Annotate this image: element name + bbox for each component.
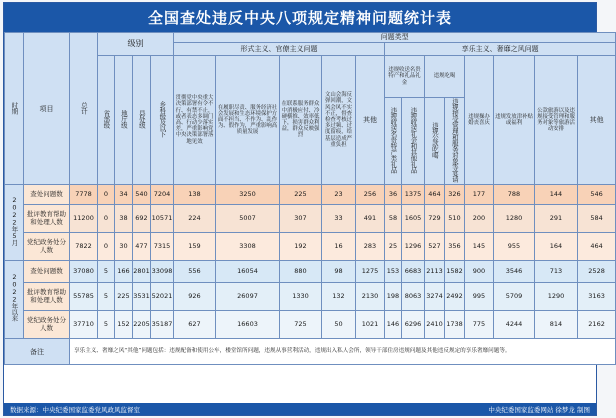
cell: 926 — [174, 283, 216, 311]
cell: 225 — [115, 283, 133, 311]
cell: 200 — [465, 205, 494, 233]
cell: 5007 — [216, 205, 280, 233]
cell: 0 — [98, 233, 115, 261]
header-formalism-group: 形式主义、官僚主义问题 — [174, 43, 385, 56]
header-dining-public: 违规公款吃喝 — [425, 98, 445, 185]
header-formalism-col-4: 文山会海反弹回潮，文风会风不实不正，督查检查考核过多过频、过度留痕，给基层造成严重负担 — [322, 56, 356, 185]
cell: 52021 — [151, 283, 174, 311]
cell: 3546 — [494, 261, 535, 283]
cell: 1296 — [402, 233, 425, 261]
cell: 50 — [322, 311, 356, 339]
header-level-prefecture: 地厅级 — [115, 56, 133, 185]
cell: 3308 — [216, 233, 280, 261]
cell: 7822 — [70, 233, 98, 261]
cell: 1605 — [402, 205, 425, 233]
period-since-2022: 2022年以来 — [5, 261, 24, 339]
header-formalism-col-2: 在履职尽责、服务经济社会发展和生态环境保护方面不担当、不作为、乱作为、假作为，严重影响高质量发展 — [216, 56, 280, 185]
data-source: 数据来源：中央纪委国家监委党风政风监督室 — [10, 405, 140, 414]
cell: 510 — [445, 205, 465, 233]
cell: 153 — [385, 261, 402, 283]
table-row — [5, 283, 616, 311]
cell: 7315 — [151, 233, 174, 261]
header-level-township: 乡科级及以下 — [151, 56, 174, 185]
cell: 3531 — [133, 283, 151, 311]
cell: 33098 — [151, 261, 174, 283]
cell: 3274 — [425, 283, 445, 311]
cell: 35187 — [151, 311, 174, 339]
cell: 2162 — [578, 311, 616, 339]
table-title: 全国查处违反中央八项规定精神问题统计表 — [4, 3, 596, 32]
cell: 900 — [465, 261, 494, 283]
cell: 7778 — [70, 185, 98, 205]
cell: 224 — [174, 205, 216, 233]
cell: 36 — [385, 185, 402, 205]
stats-table-frame — [3, 2, 605, 416]
cell: 16 — [322, 233, 356, 261]
cell: 5709 — [494, 283, 535, 311]
row-item: 查处问题数 — [24, 185, 70, 205]
cell: 8063 — [402, 283, 425, 311]
cell: 477 — [133, 233, 151, 261]
cell: 5 — [98, 283, 115, 311]
cell: 144 — [535, 185, 578, 205]
cell: 880 — [280, 261, 322, 283]
row-item: 党纪政务处分人数 — [24, 311, 70, 339]
cell: 326 — [445, 185, 465, 205]
header-hedonism-group: 享乐主义、奢靡之风问题 — [385, 43, 616, 56]
cell: 5 — [98, 261, 115, 283]
cell: 1280 — [494, 205, 535, 233]
cell: 1275 — [356, 261, 385, 283]
cell: 26097 — [216, 283, 280, 311]
cell: 1375 — [402, 185, 425, 205]
cell: 159 — [174, 233, 216, 261]
header-hedonism-subsidies: 违规发放津补贴或福利 — [494, 56, 535, 185]
header-level-group: 级别 — [98, 33, 174, 56]
cell: 713 — [535, 261, 578, 283]
cell: 0 — [98, 185, 115, 205]
cell: 955 — [494, 233, 535, 261]
cell: 995 — [465, 283, 494, 311]
header-gifts-specialty: 违规收送名贵特产类礼品 — [385, 98, 402, 185]
cell: 2113 — [425, 261, 445, 283]
cell: 464 — [425, 185, 445, 205]
cell: 527 — [425, 233, 445, 261]
cell: 2528 — [578, 261, 616, 283]
note-label: 备注 — [5, 339, 70, 365]
header-period: 时期 — [5, 33, 24, 185]
header-formalism-col-3: 在联系服务群众中消极应付、冷硬横推、效率低下，损害群众利益，群众反映强烈 — [280, 56, 322, 185]
cell: 198 — [385, 283, 402, 311]
cell: 1330 — [280, 283, 322, 311]
cell: 192 — [280, 233, 322, 261]
note-text: 享乐主义、奢靡之风“其他”问题包括：违规配备和使用公车，楼堂馆所问题，违规从事营利活动，违规出入私人会所，领导干部住房违规问题及其他违反规定的享乐奢靡问题等。 — [70, 339, 616, 365]
table-row — [5, 311, 616, 339]
header-level-county: 县处级 — [133, 56, 151, 185]
row-item: 批评教育帮助和处理人数 — [24, 283, 70, 311]
table-row — [5, 205, 616, 233]
cell: 25 — [385, 233, 402, 261]
cell: 55785 — [70, 283, 98, 311]
cell: 177 — [465, 185, 494, 205]
row-item: 党纪政务处分人数 — [24, 233, 70, 261]
cell: 546 — [578, 185, 616, 205]
cell: 775 — [465, 311, 494, 339]
table-row — [5, 233, 616, 261]
cell: 256 — [356, 185, 385, 205]
cell: 30 — [115, 233, 133, 261]
cell: 6296 — [402, 311, 425, 339]
cell: 58 — [385, 205, 402, 233]
header-gifts-cash: 违规收送礼金和其他礼品 — [402, 98, 425, 185]
header-formalism-other: 其他 — [356, 56, 385, 185]
cell: 2410 — [425, 311, 445, 339]
cell: 2130 — [356, 283, 385, 311]
header-hedonism-travel: 公款旅游以及违规接受管理和服务对象等旅游活动安排 — [535, 56, 578, 185]
header-hedonism-gifts: 违规收送名贵特产和礼品礼金 — [385, 56, 425, 98]
header-formalism-col-1: 贯彻党中央重大决策部署有令不行、有禁不止，或者表态多调门高、行动少落实差，严重影响党中央决策部署落地见效 — [174, 56, 216, 185]
cell: 627 — [174, 311, 216, 339]
cell: 283 — [356, 233, 385, 261]
table-row — [5, 261, 616, 283]
note-row — [5, 339, 616, 365]
cell: 584 — [578, 205, 616, 233]
cell: 491 — [356, 205, 385, 233]
cell: 725 — [280, 311, 322, 339]
cell: 166 — [115, 261, 133, 283]
cell: 33 — [322, 205, 356, 233]
cell: 3163 — [578, 283, 616, 311]
cell: 16054 — [216, 261, 280, 283]
cell: 10571 — [151, 205, 174, 233]
cell: 2205 — [133, 311, 151, 339]
header-level-provincial: 省部级 — [98, 56, 115, 185]
cell: 38 — [115, 205, 133, 233]
cell: 788 — [494, 185, 535, 205]
cell: 540 — [133, 185, 151, 205]
cell: 729 — [425, 205, 445, 233]
cell: 34 — [115, 185, 133, 205]
cell: 164 — [535, 233, 578, 261]
row-item: 查处问题数 — [24, 261, 70, 283]
cell: 4244 — [494, 311, 535, 339]
header-problem-type: 问题类型 — [174, 33, 616, 43]
cell: 23 — [322, 185, 356, 205]
statistics-table — [4, 32, 616, 365]
header-hedonism-weddings: 违规操办婚丧喜庆 — [465, 56, 494, 185]
cell: 2492 — [445, 283, 465, 311]
cell: 37080 — [70, 261, 98, 283]
cell: 138 — [174, 185, 216, 205]
cell: 98 — [322, 261, 356, 283]
header-item: 项目 — [24, 33, 70, 185]
cell: 356 — [445, 233, 465, 261]
cell: 0 — [98, 205, 115, 233]
cell: 307 — [280, 205, 322, 233]
cell: 814 — [535, 311, 578, 339]
header-dining-banquet: 违规接受管理和服务对象等宴请 — [445, 98, 465, 185]
cell: 464 — [578, 233, 616, 261]
footer-bar — [4, 403, 596, 415]
cell: 146 — [385, 311, 402, 339]
cell: 556 — [174, 261, 216, 283]
chart-credit: 中央纪委国家监委网站 徐梦龙 制图 — [488, 405, 590, 414]
header-hedonism-dining: 违规吃喝 — [425, 56, 465, 98]
row-item: 批评教育帮助和处理人数 — [24, 205, 70, 233]
cell: 16603 — [216, 311, 280, 339]
cell: 1290 — [535, 283, 578, 311]
cell: 6683 — [402, 261, 425, 283]
table-row — [5, 185, 616, 205]
cell: 37710 — [70, 311, 98, 339]
cell: 2801 — [133, 261, 151, 283]
cell: 5 — [98, 311, 115, 339]
cell: 11200 — [70, 205, 98, 233]
period-2022-05: 2022年5月 — [5, 185, 24, 261]
cell: 7204 — [151, 185, 174, 205]
cell: 132 — [322, 283, 356, 311]
cell: 3250 — [216, 185, 280, 205]
cell: 1582 — [445, 261, 465, 283]
cell: 145 — [465, 233, 494, 261]
header-total: 总计 — [70, 33, 98, 185]
cell: 1738 — [445, 311, 465, 339]
header-hedonism-other: 其他 — [578, 56, 616, 185]
cell: 291 — [535, 205, 578, 233]
cell: 1021 — [356, 311, 385, 339]
cell: 152 — [115, 311, 133, 339]
cell: 225 — [280, 185, 322, 205]
cell: 692 — [133, 205, 151, 233]
